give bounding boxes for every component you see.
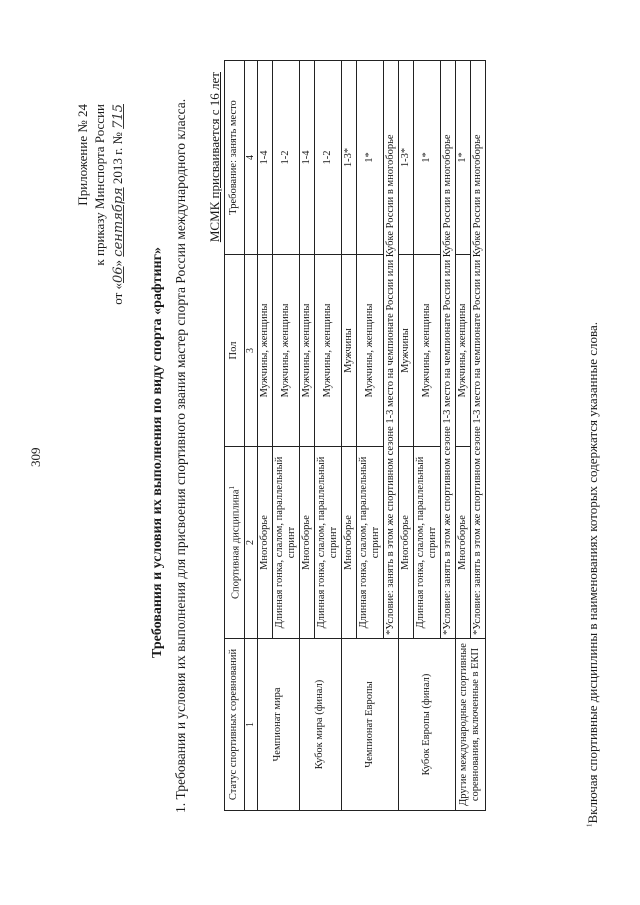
- date-year: 2013 г. №: [110, 132, 125, 185]
- gender-cell: Мужчины, женщины: [455, 255, 470, 447]
- column-number: 3: [244, 255, 257, 447]
- header-discipline: [225, 447, 245, 639]
- discipline-cell: Многоборье: [455, 447, 470, 639]
- table-row: [299, 61, 314, 811]
- place-cell: 1*: [413, 61, 440, 255]
- header-status: Статус спортивных соревнований: [225, 639, 245, 811]
- status-cell: Кубок мира (финал): [299, 639, 341, 811]
- discipline-cell: Многоборье: [341, 447, 356, 639]
- date-prefix: от «: [110, 283, 125, 305]
- appendix-order-line: к приказу Минспорта России: [92, 104, 107, 266]
- table-header-row: [225, 61, 245, 811]
- date-day: 06: [111, 266, 126, 283]
- discipline-cell: Многоборье: [398, 447, 413, 639]
- place-cell: 1-2: [314, 61, 341, 255]
- gender-cell: Мужчины, женщины: [356, 255, 383, 447]
- place-cell: 1-4: [299, 61, 314, 255]
- status-cell: Другие международные спортивные соревнования, включенные в ЕКП: [455, 639, 485, 811]
- table-row: [257, 61, 272, 811]
- condition-cell: *Условие: занять в этом же спортивном сезоне 1-3 место на чемпионате России или Кубке России в многоборье: [440, 61, 455, 639]
- table-row: [341, 61, 356, 811]
- msmk-age-note: [207, 72, 223, 242]
- status-cell: Чемпионат Европы: [341, 639, 398, 811]
- msmk-age-note-text: МСМК присваивается с 16 лет: [207, 72, 222, 243]
- header-gender: Пол: [225, 255, 245, 447]
- place-cell: 1-2: [272, 61, 299, 255]
- discipline-cell: Длинная гонка, слалом, параллельный спринт: [413, 447, 440, 639]
- footnote: [585, 322, 601, 827]
- table-row: [398, 61, 413, 811]
- column-number-row: [244, 61, 257, 811]
- appendix-title: Приложение № 24: [75, 104, 90, 206]
- column-number: 2: [244, 447, 257, 639]
- place-cell: 1-3*: [341, 61, 356, 255]
- place-cell: 1*: [455, 61, 470, 255]
- footnote-text: Включая спортивные дисциплины в наименованиях которых содержатся указанные слова.: [585, 322, 600, 824]
- appendix-date-line: [110, 104, 127, 305]
- gender-cell: Мужчины, женщины: [299, 255, 314, 447]
- discipline-cell: Длинная гонка, слалом, параллельный спринт: [314, 447, 341, 639]
- section-heading: 1. Требования и условия их выполнения для присвоения спортивного звания мастер спорта России международного класса.: [173, 98, 188, 813]
- place-cell: 1*: [356, 61, 383, 255]
- page-number: 309: [28, 447, 43, 467]
- requirements-table: [224, 60, 486, 811]
- gender-cell: Мужчины: [398, 255, 413, 447]
- discipline-cell: Многоборье: [257, 447, 272, 639]
- header-requirement: Требование: занять место: [225, 61, 245, 255]
- discipline-cell: Длинная гонка, слалом, параллельный спринт: [272, 447, 299, 639]
- discipline-cell: Многоборье: [299, 447, 314, 639]
- date-mid: »: [110, 259, 125, 267]
- footnote-marker: 1: [585, 823, 594, 827]
- condition-cell: *Условие: занять в этом же спортивном сезоне 1-3 место на чемпионате России или Кубке России в многоборье: [383, 61, 398, 639]
- condition-cell: *Условие: занять в этом же спортивном сезоне 1-3 место на чемпионате России или Кубке России в многоборье: [470, 61, 485, 639]
- header-discipline-text: Спортивная дисциплина: [230, 489, 242, 600]
- place-cell: 1-4: [257, 61, 272, 255]
- status-cell: Чемпионат мира: [257, 639, 299, 811]
- document-title: Требования и условия их выполнения по виду спорта «рафтинг»: [150, 247, 165, 658]
- table-row: [455, 61, 470, 811]
- gender-cell: Мужчины, женщины: [257, 255, 272, 447]
- header-discipline-sup: 1: [228, 486, 236, 490]
- gender-cell: Мужчины: [341, 255, 356, 447]
- discipline-cell: Длинная гонка, слалом, параллельный спринт: [356, 447, 383, 639]
- place-cell: 1-3*: [398, 61, 413, 255]
- date-month: сентября: [111, 187, 126, 257]
- gender-cell: Мужчины, женщины: [272, 255, 299, 447]
- column-number: 4: [244, 61, 257, 255]
- column-number: 1: [244, 639, 257, 811]
- gender-cell: Мужчины, женщины: [413, 255, 440, 447]
- status-cell: Кубок Европы (финал): [398, 639, 455, 811]
- order-number: 715: [111, 104, 126, 129]
- gender-cell: Мужчины, женщины: [314, 255, 341, 447]
